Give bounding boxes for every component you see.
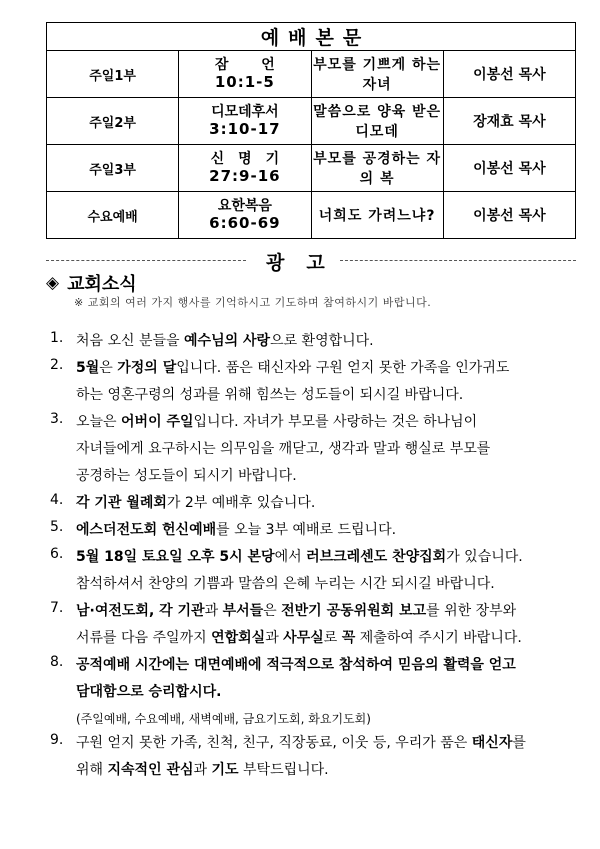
item-number: 4.: [50, 492, 64, 508]
scripture-reference: [179, 98, 311, 145]
emphasis-text: 연합회실: [211, 630, 266, 646]
item-line: [76, 573, 550, 600]
scripture-book: 요한복음: [217, 198, 272, 214]
item-number: 6.: [50, 546, 64, 562]
emphasis-text: 가정의 달: [117, 360, 177, 376]
item-text: [76, 330, 550, 357]
text-segment: 입니다. 자녀가 부모를 사랑하는 것은 하나님이: [193, 414, 478, 430]
section-heading: [46, 270, 137, 296]
announcement-item: [50, 654, 550, 732]
emphasis-text: 부서들: [222, 603, 264, 619]
item-line: [76, 708, 550, 732]
item-line: [76, 732, 550, 759]
item-line: [76, 627, 550, 654]
item-line: [76, 330, 550, 357]
emphasis-text: 사무실: [283, 630, 324, 646]
announcement-item: [50, 330, 550, 357]
announcement-list: [50, 330, 550, 786]
item-line: [76, 600, 550, 627]
text-segment: 하는 영혼구령의 성과를 위해 힘쓰는 성도들이 되시길 바랍니다.: [76, 387, 464, 403]
item-text: [76, 654, 550, 732]
dashed-divider: [46, 260, 246, 261]
scripture-book: 디모데후서: [211, 104, 279, 120]
scripture-verse: 6:60-69: [209, 214, 281, 232]
item-text: [76, 546, 550, 600]
text-segment: 가 있습니다.: [446, 549, 523, 565]
text-segment: 를 오늘 3부 예배로 드립니다.: [216, 522, 397, 538]
item-text: [76, 411, 550, 492]
text-segment: 공경하는 성도들이 되시기 바랍니다.: [76, 468, 297, 484]
announcement-item: [50, 519, 550, 546]
schedule-title: 예배본문: [47, 23, 576, 51]
announcement-item: [50, 600, 550, 654]
text-segment: 서류를 다음 주일까지: [76, 630, 212, 646]
emphasis-text: 예수님의 사랑: [184, 333, 271, 349]
scripture-verse: 3:10-17: [209, 120, 281, 138]
emphasis-text: 공적예배 시간에는 대면예배에 적극적으로 참석하여 믿음의 활력을 얻고: [76, 657, 516, 673]
text-segment: 오늘은: [76, 414, 122, 430]
dashed-divider: [340, 260, 576, 261]
scripture-verse: 10:1-5: [214, 73, 275, 91]
emphasis-text: 남·여전도회, 각 기관: [76, 603, 205, 619]
announcement-item: [50, 546, 550, 600]
text-segment: 위해: [76, 762, 108, 778]
text-segment: 참석하셔서 찬양의 기쁨과 말씀의 은혜 누리는 시간 되시길 바랍니다.: [76, 576, 495, 592]
item-text: [76, 357, 550, 411]
item-line: [76, 438, 550, 465]
text-segment: 입니다. 품은 태신자와 구원 얻지 못한 가족을 인가귀도: [176, 360, 510, 376]
item-number: 2.: [50, 357, 64, 373]
announcements-title: 광고: [266, 252, 347, 274]
text-segment: 부탁드립니다.: [238, 762, 329, 778]
announcement-item: [50, 411, 550, 492]
emphasis-text: 에스더전도회 헌신예배: [76, 522, 217, 538]
sermon-title: 부모를 기쁘게 하는 자녀: [311, 51, 443, 98]
service-name: 주일1부: [47, 51, 179, 98]
section-note: ※ 교회의 여러 가지 행사를 기억하시고 기도하며 참여하시기 바랍니다.: [74, 296, 432, 309]
text-segment: 과: [265, 630, 284, 646]
item-text: [76, 519, 550, 546]
service-name: 주일3부: [47, 145, 179, 192]
schedule-row: [47, 98, 576, 145]
item-line: [76, 654, 550, 681]
emphasis-text: 지속적인 관심: [107, 762, 194, 778]
emphasis-text: 꼭: [341, 630, 356, 646]
scripture-reference: [179, 145, 311, 192]
text-segment: 은: [263, 603, 282, 619]
schedule-row: [47, 192, 576, 239]
sermon-title: 너희도 가려느냐?: [311, 192, 443, 239]
item-text: [76, 600, 550, 654]
text-segment: 에서: [274, 549, 307, 565]
item-number: 9.: [50, 732, 64, 748]
emphasis-text: 기도: [211, 762, 239, 778]
sermon-title: 말씀으로 양육 받은 디모데: [311, 98, 443, 145]
item-text: [76, 732, 550, 786]
text-segment: 가 2부 예배후 있습니다.: [166, 495, 316, 511]
item-number: 5.: [50, 519, 64, 535]
emphasis-text: 각 기관 월례회: [76, 495, 167, 511]
item-line: [76, 357, 550, 384]
item-line: [76, 492, 550, 519]
scripture-book: 신명기: [210, 151, 294, 167]
text-segment: 구원 얻지 못한 가족, 친척, 친구, 직장동료, 이웃 등, 우리가 품은: [76, 735, 472, 751]
emphasis-text: 어버이 주일: [121, 414, 194, 430]
announcement-item: [50, 357, 550, 411]
emphasis-text: 5월: [76, 360, 100, 376]
text-segment: 은: [99, 360, 118, 376]
service-name: 수요예배: [47, 192, 179, 239]
emphasis-text: 러브크레센도 찬양집회: [306, 549, 447, 565]
announcement-item: [50, 492, 550, 519]
emphasis-text: 태신자: [471, 735, 513, 751]
preacher: 이봉선 목사: [443, 192, 575, 239]
worship-schedule-table: [46, 22, 576, 239]
text-segment: (주일예배, 수요예배, 새벽예배, 금요기도회, 화요기도회): [76, 712, 371, 726]
preacher: 이봉선 목사: [443, 51, 575, 98]
item-number: 3.: [50, 411, 64, 427]
emphasis-text: 5월 18일 토요일 오후 5시 본당: [76, 549, 275, 565]
item-line: [76, 546, 550, 573]
emphasis-text: 담대함으로 승리합시다.: [76, 684, 222, 700]
text-segment: 로: [323, 630, 342, 646]
text-segment: 처음 오신 분들을: [76, 333, 185, 349]
text-segment: 으로 환영합니다.: [270, 333, 374, 349]
sermon-title: 부모를 공경하는 자의 복: [311, 145, 443, 192]
scripture-reference: [179, 51, 311, 98]
item-line: [76, 411, 550, 438]
text-segment: 과: [193, 762, 212, 778]
text-segment: 를 위한 장부와: [426, 603, 517, 619]
item-line: [76, 465, 550, 492]
service-name: 주일2부: [47, 98, 179, 145]
section-title: 교회소식: [67, 274, 137, 295]
item-line: [76, 384, 550, 411]
announcements-header: [46, 248, 576, 272]
emphasis-text: 전반기 공동위원회 보고: [281, 603, 427, 619]
text-segment: 과: [204, 603, 223, 619]
item-number: 7.: [50, 600, 64, 616]
scripture-reference: [179, 192, 311, 239]
announcement-item: [50, 732, 550, 786]
item-text: [76, 492, 550, 519]
schedule-row: [47, 145, 576, 192]
scripture-verse: 27:9-16: [209, 167, 281, 185]
item-line: [76, 759, 550, 786]
text-segment: 제출하여 주시기 바랍니다.: [355, 630, 522, 646]
text-segment: 를: [512, 735, 526, 751]
item-line: [76, 519, 550, 546]
preacher: 장재효 목사: [443, 98, 575, 145]
item-line: [76, 681, 550, 708]
item-number: 8.: [50, 654, 64, 670]
item-number: 1.: [50, 330, 64, 346]
preacher: 이봉선 목사: [443, 145, 575, 192]
diamond-bullet-icon: ◈: [46, 273, 60, 293]
text-segment: 자녀들에게 요구하시는 의무임을 깨닫고, 생각과 말과 행실로 부모를: [76, 441, 491, 457]
scripture-book: 잠 언: [214, 57, 289, 73]
schedule-row: [47, 51, 576, 98]
